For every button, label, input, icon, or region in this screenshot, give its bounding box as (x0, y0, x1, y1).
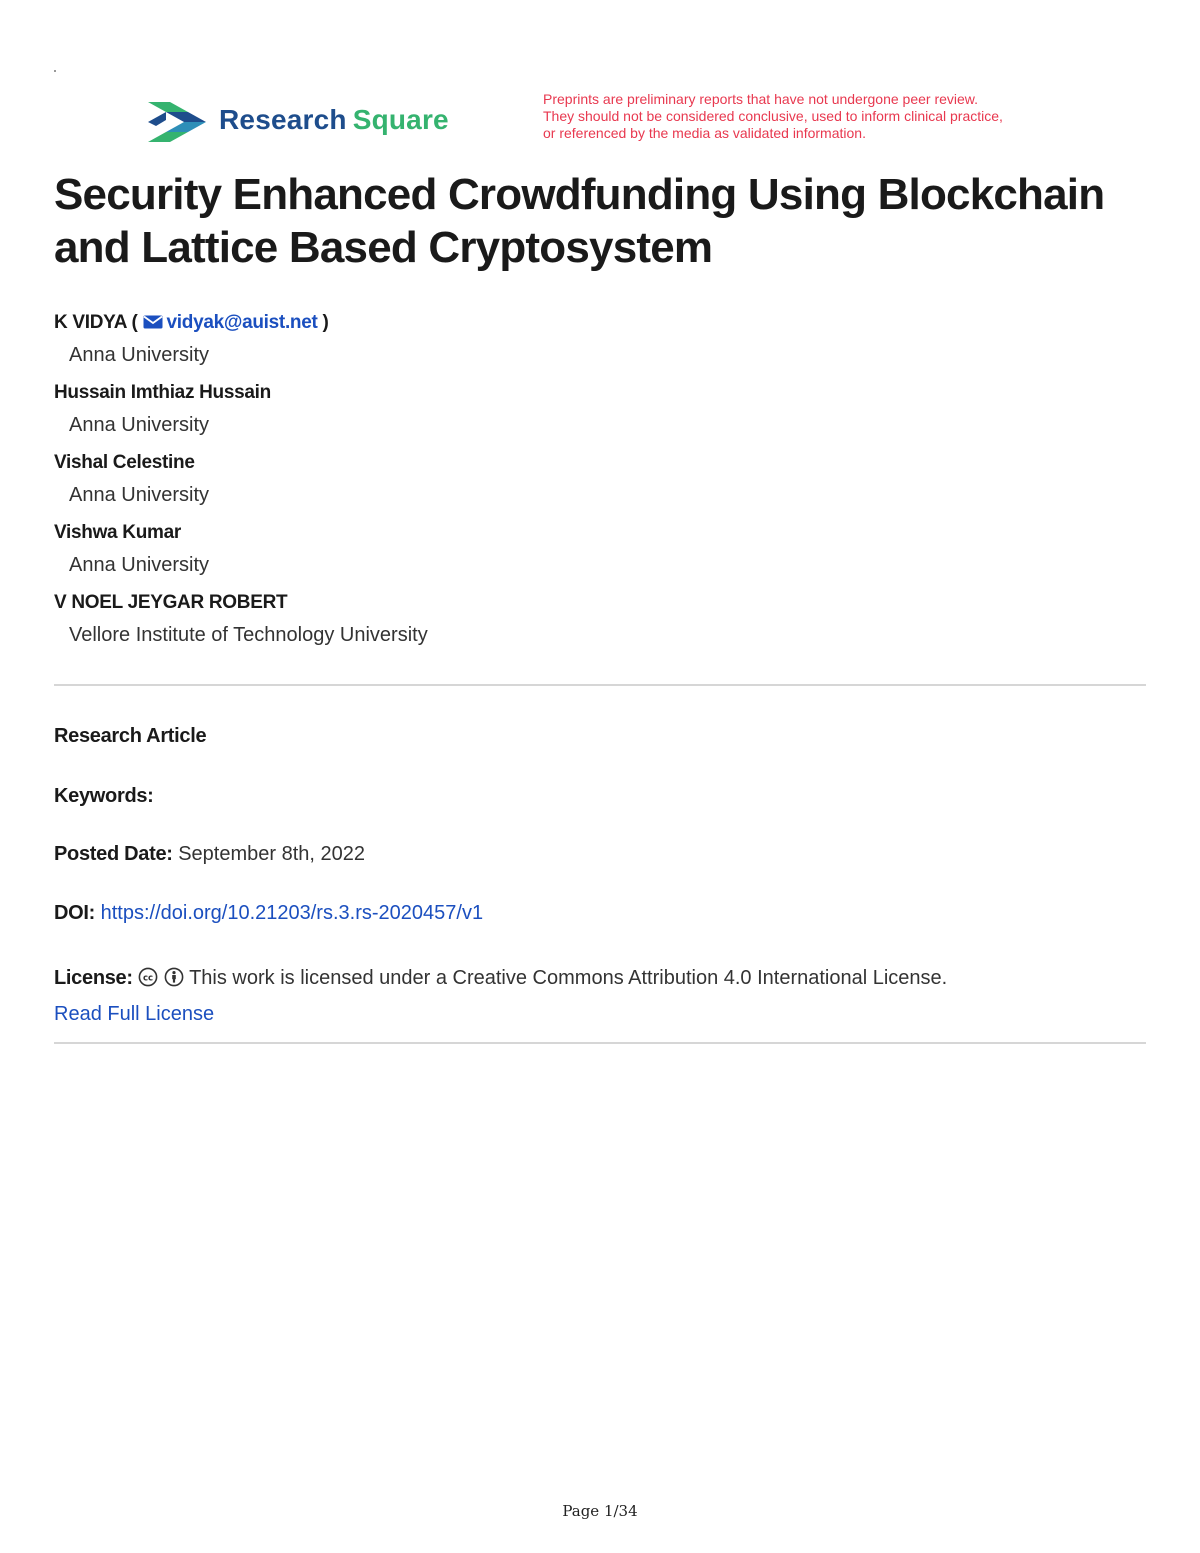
author-name: Vishal Celestine (54, 452, 195, 473)
author-email-link[interactable]: vidyak@auist.net (166, 312, 318, 333)
author-affiliation: Anna University (69, 344, 210, 366)
doi (54, 902, 1154, 925)
author-entry (54, 588, 1144, 652)
logo-word-square: Square (352, 104, 449, 135)
license-text: This work is licensed under a Creative Commons Attribution 4.0 International License. (189, 967, 948, 989)
license-label: License: (54, 967, 133, 989)
author-email-wrapper: ( vidyak@auist.net ) (131, 312, 329, 333)
keywords-label: Keywords: (54, 785, 154, 807)
article-type-label: Research Article (54, 725, 207, 747)
author-name: Vishwa Kumar (54, 522, 181, 543)
author-affiliation: Anna University (69, 414, 210, 436)
author-entry (54, 448, 1144, 512)
svg-text:cc: cc (143, 973, 154, 984)
research-square-logo[interactable] (148, 98, 449, 142)
research-square-logo-icon (148, 98, 206, 142)
author-entry (54, 378, 1144, 442)
author-affiliation: Anna University (69, 484, 210, 506)
license (54, 960, 1154, 1032)
doi-label: DOI: (54, 902, 96, 924)
author-affiliation: Vellore Institute of Technology University (69, 624, 428, 646)
author-entry (54, 518, 1144, 582)
keywords (54, 785, 1154, 808)
page-number: Page 1/34 (562, 1502, 638, 1520)
posted-date-label: Posted Date: (54, 843, 173, 865)
preprint-disclaimer (543, 91, 1103, 142)
article-type (54, 725, 1154, 748)
author-list (54, 308, 1144, 658)
author-name: Hussain Imthiaz Hussain (54, 382, 271, 403)
page-mark (54, 70, 56, 72)
envelope-icon (143, 315, 163, 329)
cc-icon (138, 967, 158, 987)
disclaimer-line: They should not be considered conclusive, used to inform clinical practice, (543, 108, 1003, 124)
author-entry (54, 308, 1144, 372)
author-name: K VIDYA (54, 312, 127, 333)
disclaimer-line: or referenced by the media as validated information. (543, 125, 866, 141)
author-name: V NOEL JEYGAR ROBERT (54, 592, 288, 613)
article-title: Security Enhanced Crowdfunding Using Blockchain and Lattice Based Cryptosystem (54, 170, 1105, 272)
doi-link[interactable]: https://doi.org/10.21203/rs.3.rs-2020457/v1 (100, 902, 484, 924)
divider (54, 684, 1146, 686)
posted-date-value: September 8th, 2022 (178, 843, 366, 865)
read-full-license-link[interactable]: Read Full License (54, 1003, 215, 1025)
divider (54, 1042, 1146, 1044)
logo-word-research: Research (219, 104, 347, 135)
posted-date (54, 843, 1154, 866)
disclaimer-line: Preprints are preliminary reports that have not undergone peer review. (543, 91, 979, 107)
attribution-icon (164, 967, 184, 987)
author-affiliation: Anna University (69, 554, 210, 576)
